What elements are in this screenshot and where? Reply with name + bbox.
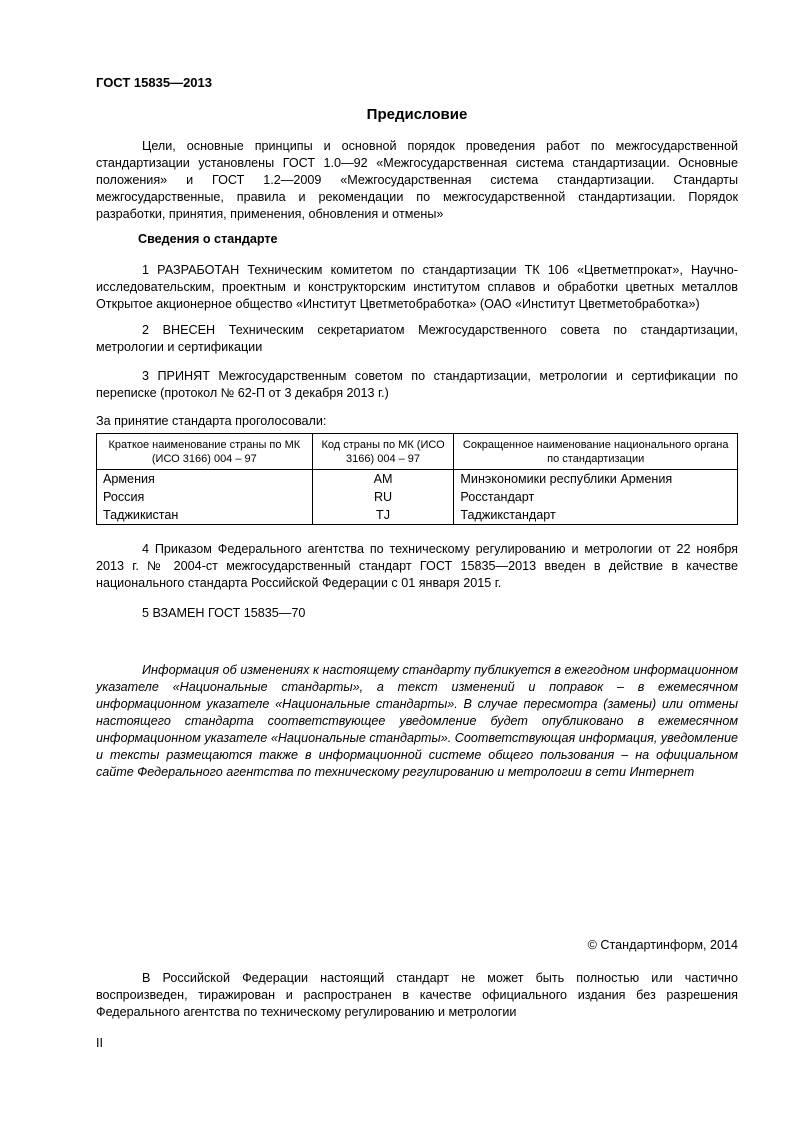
- table-cell-code: AM: [312, 470, 454, 489]
- table-cell-body: Росстандарт: [454, 488, 738, 506]
- vote-label: За принятие стандарта проголосовали:: [96, 414, 327, 428]
- intro-text: Цели, основные принципы и основной порядок проведения работ по межгосударственной стандартизации установлены ГОСТ 1.0—92 «Межгосударственная система стандартизации. Основные положения» и ГОСТ 1.2—2009 «Межгосударственная система стандартизации. Стандарты межгосударственные, правила и рекомендации по межгосударственной стандартизации. Порядок разработки, принятия, применения, обновления и отмены»: [96, 139, 738, 221]
- page-number: II: [96, 1036, 103, 1050]
- table-cell-body: Таджикстандарт: [454, 506, 738, 525]
- table-header-row: [97, 434, 738, 470]
- table-header-code: Код страны по МК (ИСО 3166) 004 – 97: [312, 434, 454, 470]
- item-developed: [96, 262, 738, 313]
- item-adopted-text: 3 ПРИНЯТ Межгосударственным советом по стандартизации, метрологии и сертификации по переписке (протокол № 62-П от 3 декабря 2013 г.): [96, 369, 738, 400]
- votes-table: [96, 433, 738, 525]
- item-replaces: [96, 605, 738, 622]
- table-cell-code: RU: [312, 488, 454, 506]
- change-notice-text: Информация об изменениях к настоящему стандарту публикуется в ежегодном информационном указателе «Национальные стандарты», а текст изменений и поправок – в ежемесячном информационном указателе «Национальные стандарты». В случае пересмотра (замены) или отмены настоящего стандарта соответствующее уведомление будет опубликовано в ежемесячном информационном указателе «Национальные стандарты». Соответствующая информация, уведомление и тексты размещаются также в информационной системе общего пользования – на официальном сайте Федерального агентства по техническому регулированию и метрологии в сети Интернет: [96, 663, 738, 779]
- table-cell-country: Армения: [97, 470, 313, 489]
- reproduction-notice: [96, 970, 738, 1021]
- reproduction-notice-text: В Российской Федерации настоящий стандарт не может быть полностью или частично воспроизведен, тиражирован и распространен в качестве официального издания без разрешения Федерального агентства по техническому регулированию и метрологии: [96, 971, 738, 1019]
- item-introduced: [96, 322, 738, 356]
- copyright: © Стандартинформ, 2014: [587, 938, 738, 952]
- table-row: [97, 488, 738, 506]
- table-header-body: Сокращенное наименование национального органа по стандартизации: [454, 434, 738, 470]
- table-cell-country: Таджикистан: [97, 506, 313, 525]
- item-replaces-text: 5 ВЗАМЕН ГОСТ 15835—70: [142, 606, 306, 620]
- item-developed-text: 1 РАЗРАБОТАН Техническим комитетом по стандартизации ТК 106 «Цветметпрокат», Научно-исследовательским, проектным и конструкторским институтом сплавов и обработки цветных металлов Открытое акционерное общество «Институт Цветметобработка» (ОАО «Институт Цветметобработка»): [96, 263, 738, 311]
- item-introduced-text: 2 ВНЕСЕН Техническим секретариатом Межгосударственного совета по стандартизации, метрологии и сертификации: [96, 323, 738, 354]
- page-title: Предисловие: [366, 106, 468, 123]
- table-cell-country: Россия: [97, 488, 313, 506]
- item-enacted-text: 4 Приказом Федерального агентства по техническому регулированию и метрологии от 22 ноября 2013 г. № 2004-ст межгосударственный стандарт ГОСТ 15835—2013 введен в действие в качестве национального стандарта Российской Федерации с 01 января 2015 г.: [96, 542, 738, 590]
- section-subheading: Сведения о стандарте: [138, 232, 278, 246]
- change-notice: [96, 662, 738, 781]
- table-header-country: Краткое наименование страны по МК (ИСО 3166) 004 – 97: [97, 434, 313, 470]
- document-code: ГОСТ 15835—2013: [96, 75, 212, 90]
- item-enacted: [96, 541, 738, 592]
- intro-paragraph: [96, 138, 738, 223]
- item-adopted: [96, 368, 738, 402]
- table-cell-body: Минэкономики республики Армения: [454, 470, 738, 489]
- table-row: [97, 506, 738, 525]
- table-row: [97, 470, 738, 489]
- table-cell-code: TJ: [312, 506, 454, 525]
